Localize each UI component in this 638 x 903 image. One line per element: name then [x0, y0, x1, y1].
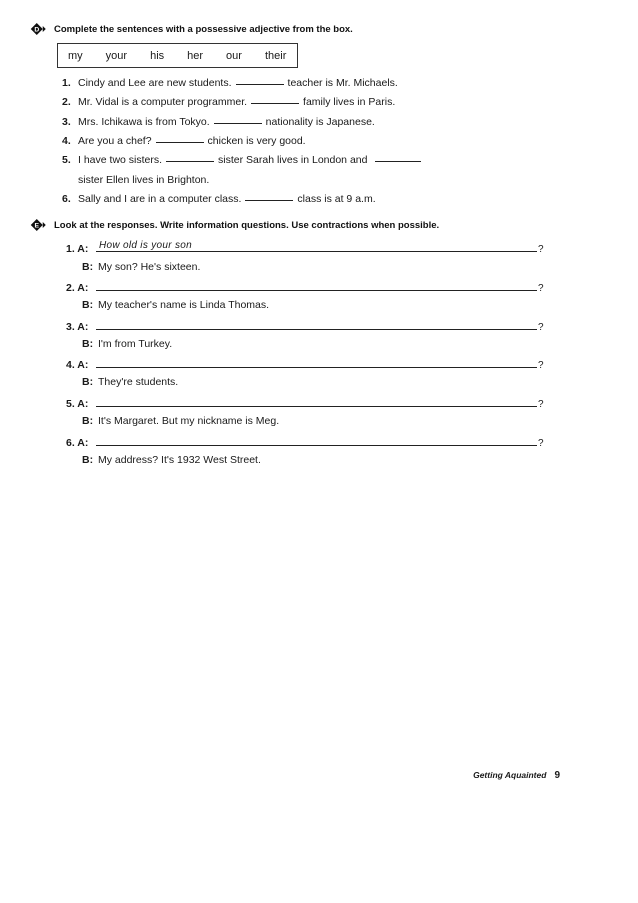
response-label: B: — [82, 376, 94, 388]
section-e-instruction: Look at the responses. Write information questions. Use contractions when possible. — [54, 219, 440, 231]
e-item-1-question — [66, 240, 544, 255]
e-item-6-response — [66, 454, 261, 466]
d-item-6 — [62, 193, 376, 205]
d-item-blank[interactable] — [156, 142, 204, 143]
e-item-1-response — [66, 261, 200, 273]
question-mark: ? — [538, 438, 544, 449]
d-item-blank[interactable] — [375, 161, 421, 162]
e-item-label: 2. A: — [66, 282, 89, 294]
response-label: B: — [82, 338, 94, 350]
d-item-blank[interactable] — [166, 161, 214, 162]
e-item-label: 5. A: — [66, 398, 89, 410]
d-item-text-after: chicken is very good. — [207, 135, 306, 147]
question-mark: ? — [538, 360, 544, 371]
response-text: It's Margaret. But my nickname is Meg. — [98, 415, 280, 427]
answer-line[interactable] — [96, 240, 537, 252]
d-item-2 — [62, 96, 395, 108]
word-their: their — [264, 49, 287, 62]
d-item-5 — [62, 154, 425, 166]
answer-line[interactable] — [96, 356, 537, 368]
response-label: B: — [82, 261, 94, 273]
word-his: his — [150, 49, 165, 62]
response-text: They're students. — [98, 376, 179, 388]
d-item-blank[interactable] — [236, 84, 284, 85]
e-item-3-response — [66, 338, 172, 350]
question-mark: ? — [538, 283, 544, 294]
handwritten-answer: How old is your son — [99, 240, 192, 251]
d-item-text-before: I have two sisters. — [78, 154, 163, 166]
e-item-2-response — [66, 299, 269, 311]
e-item-5-response — [66, 415, 279, 427]
section-d-badge — [30, 20, 48, 38]
d-item-number: 5. — [62, 154, 71, 166]
d-item-text-after: teacher is Mr. Michaels. — [287, 77, 398, 89]
question-mark: ? — [538, 322, 544, 333]
d-item-text-before: sister Ellen lives in Brighton. — [78, 174, 210, 186]
section-e-badge — [30, 216, 48, 234]
question-mark: ? — [538, 399, 544, 410]
d-item-1 — [62, 77, 398, 89]
section-e-header — [30, 216, 439, 234]
page-footer — [473, 770, 560, 781]
word-your: your — [105, 49, 128, 62]
section-d-instruction: Complete the sentences with a possessive adjective from the box. — [54, 23, 353, 35]
e-item-label: 4. A: — [66, 359, 89, 371]
d-item-blank[interactable] — [214, 123, 262, 124]
answer-line[interactable] — [96, 395, 537, 407]
footer-title: Getting Aquainted — [473, 770, 547, 780]
response-label: B: — [82, 299, 94, 311]
d-item-4 — [62, 135, 306, 147]
e-item-label: 1. A: — [66, 243, 89, 255]
d-item-text-before: Cindy and Lee are new students. — [78, 77, 232, 89]
answer-line[interactable] — [96, 279, 537, 291]
d-item-text-after: class is at 9 a.m. — [297, 193, 376, 205]
d-item-text-before: Mrs. Ichikawa is from Tokyo. — [78, 116, 210, 128]
e-item-4-question — [66, 356, 544, 371]
d-item-text-after: family lives in Paris. — [303, 96, 396, 108]
e-item-label: 3. A: — [66, 321, 89, 333]
d-item-text-before: Are you a chef? — [78, 135, 152, 147]
d-item-text-before: Sally and I are in a computer class. — [78, 193, 242, 205]
word-box — [57, 43, 298, 68]
question-mark: ? — [538, 244, 544, 255]
d-item-text-before: Mr. Vidal is a computer programmer. — [78, 96, 248, 108]
d-item-blank[interactable] — [245, 200, 293, 201]
d-item-number: 1. — [62, 77, 71, 89]
d-item-3 — [62, 116, 375, 128]
d-item-number: 2. — [62, 96, 71, 108]
section-d-letter: D — [34, 26, 40, 34]
e-item-3-question — [66, 318, 544, 333]
word-my: my — [68, 49, 83, 62]
response-text: My son? He's sixteen. — [98, 261, 201, 273]
e-item-5-question — [66, 395, 544, 410]
d-item-number: 3. — [62, 116, 71, 128]
response-text: My teacher's name is Linda Thomas. — [98, 299, 270, 311]
e-item-6-question — [66, 434, 544, 449]
e-item-4-response — [66, 376, 178, 388]
page-number: 9 — [554, 770, 560, 781]
e-item-2-question — [66, 279, 544, 294]
word-her: her — [187, 49, 204, 62]
response-text: My address? It's 1932 West Street. — [98, 454, 261, 466]
response-label: B: — [82, 415, 94, 427]
response-text: I'm from Turkey. — [98, 338, 173, 350]
d-item-blank[interactable] — [251, 103, 299, 104]
section-e-letter: E — [34, 222, 40, 230]
response-label: B: — [82, 454, 94, 466]
d-item-text-after: nationality is Japanese. — [265, 116, 375, 128]
d-item-number: 4. — [62, 135, 71, 147]
answer-line[interactable] — [96, 318, 537, 330]
d-item-number: 6. — [62, 193, 71, 205]
e-item-label: 6. A: — [66, 437, 89, 449]
d-item-5-cont — [62, 174, 209, 186]
d-item-text-after: sister Sarah lives in London and — [218, 154, 368, 166]
section-d-header — [30, 20, 353, 38]
word-our: our — [226, 49, 242, 62]
answer-line[interactable] — [96, 434, 537, 446]
